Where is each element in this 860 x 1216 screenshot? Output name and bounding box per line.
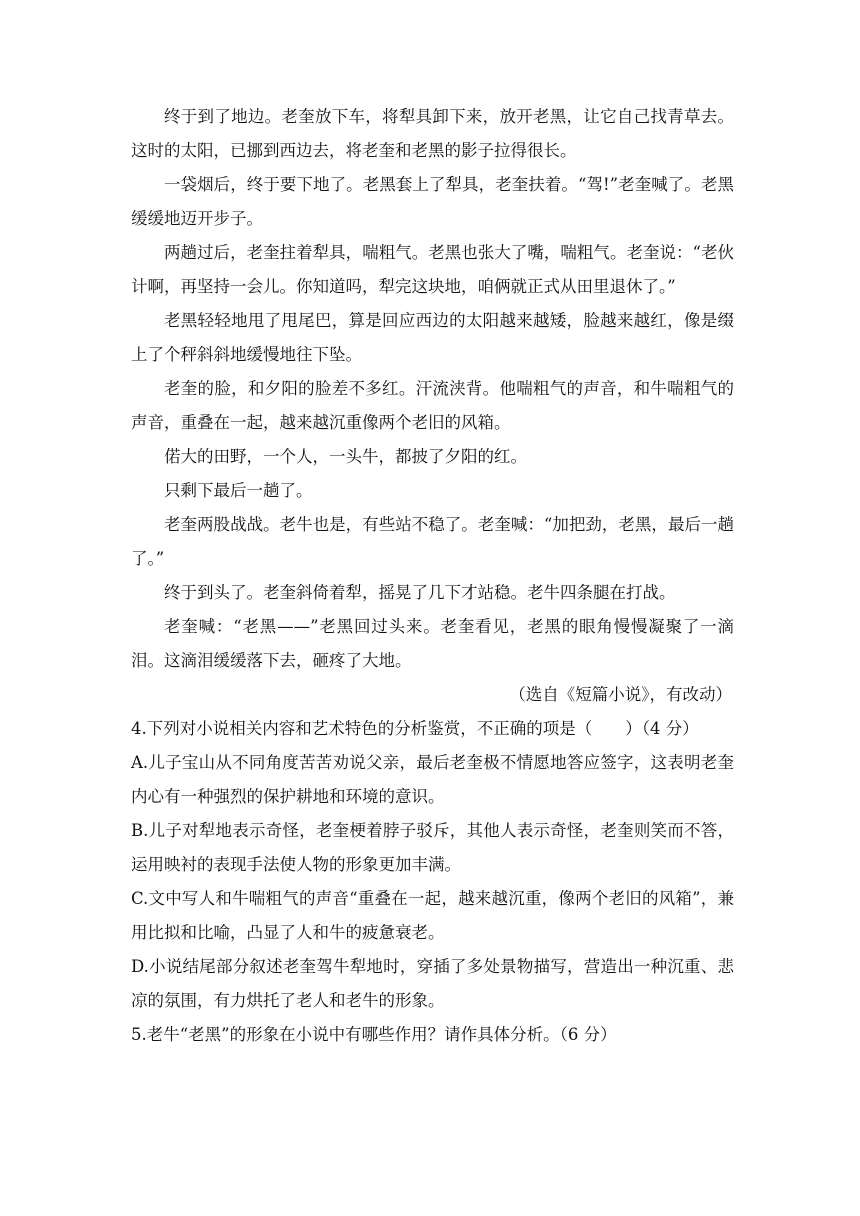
question-4-stem: 4.下列对小说相关内容和艺术特色的分析鉴赏，不正确的项是（ ）（4 分） bbox=[131, 719, 699, 738]
story-paragraph: 两趟过后，老奎拄着犁具，喘粗气。老黑也张大了嘴，喘粗气。老奎说：“老伙计啊，再坚持一会儿。你知道吗，犁完这块地，咱俩就正式从田里退休了。” bbox=[131, 243, 734, 296]
question-4-option-b: B.儿子对犁地表示奇怪，老奎梗着脖子驳斥，其他人表示奇怪，老奎则笑而不答，运用映衬的表现手法使人物的形象更加丰满。 bbox=[131, 821, 734, 874]
source-citation: （选自《短篇小说》，有改动） bbox=[509, 685, 732, 704]
question-4 bbox=[131, 712, 734, 1018]
exam-page bbox=[131, 100, 734, 1052]
story-text bbox=[131, 100, 734, 712]
question-5-stem: 5.老牛“老黑”的形象在小说中有哪些作用？请作具体分析。（6 分） bbox=[131, 1025, 617, 1044]
question-4-option-c: C.文中写人和牛喘粗气的声音“重叠在一起，越来越沉重，像两个老旧的风箱”，兼用比拟和比喻，凸显了人和牛的疲惫衰老。 bbox=[131, 889, 734, 942]
story-paragraph: 老奎两股战战。老牛也是，有些站不稳了。老奎喊：“加把劲，老黑，最后一趟了。” bbox=[131, 515, 734, 568]
question-5 bbox=[131, 1018, 734, 1052]
story-paragraph: 只剩下最后一趟了。 bbox=[164, 481, 313, 500]
story-paragraph: 老黑轻轻地甩了甩尾巴，算是回应西边的太阳越来越矮，脸越来越红，像是缀上了个秤斜斜地缓慢地往下坠。 bbox=[131, 311, 734, 364]
question-4-option-a: A.儿子宝山从不同角度苦苦劝说父亲，最后老奎极不情愿地答应签字，这表明老奎内心有一种强烈的保护耕地和环境的意识。 bbox=[131, 753, 734, 806]
story-paragraph: 终于到头了。老奎斜倚着犁，摇晃了几下才站稳。老牛四条腿在打战。 bbox=[164, 583, 676, 602]
story-paragraph: 偌大的田野，一个人，一头牛，都披了夕阳的红。 bbox=[164, 447, 527, 466]
story-paragraph: 老奎的脸，和夕阳的脸差不多红。汗流浃背。他喘粗气的声音，和牛喘粗气的声音，重叠在一起，越来越沉重像两个老旧的风箱。 bbox=[131, 379, 734, 432]
story-paragraph: 终于到了地边。老奎放下车，将犁具卸下来，放开老黑，让它自己找青草去。这时的太阳，已挪到西边去，将老奎和老黑的影子拉得很长。 bbox=[131, 107, 734, 160]
question-4-option-d: D.小说结尾部分叙述老奎驾牛犁地时，穿插了多处景物描写，营造出一种沉重、悲凉的氛围，有力烘托了老人和老牛的形象。 bbox=[131, 957, 734, 1010]
story-paragraph: 一袋烟后，终于要下地了。老黑套上了犁具，老奎扶着。“驾!”老奎喊了。老黑缓缓地迈开步子。 bbox=[131, 175, 734, 228]
story-paragraph: 老奎喊：“老黑——”老黑回过头来。老奎看见，老黑的眼角慢慢凝聚了一滴泪。这滴泪缓缓落下去，砸疼了大地。 bbox=[131, 617, 734, 670]
